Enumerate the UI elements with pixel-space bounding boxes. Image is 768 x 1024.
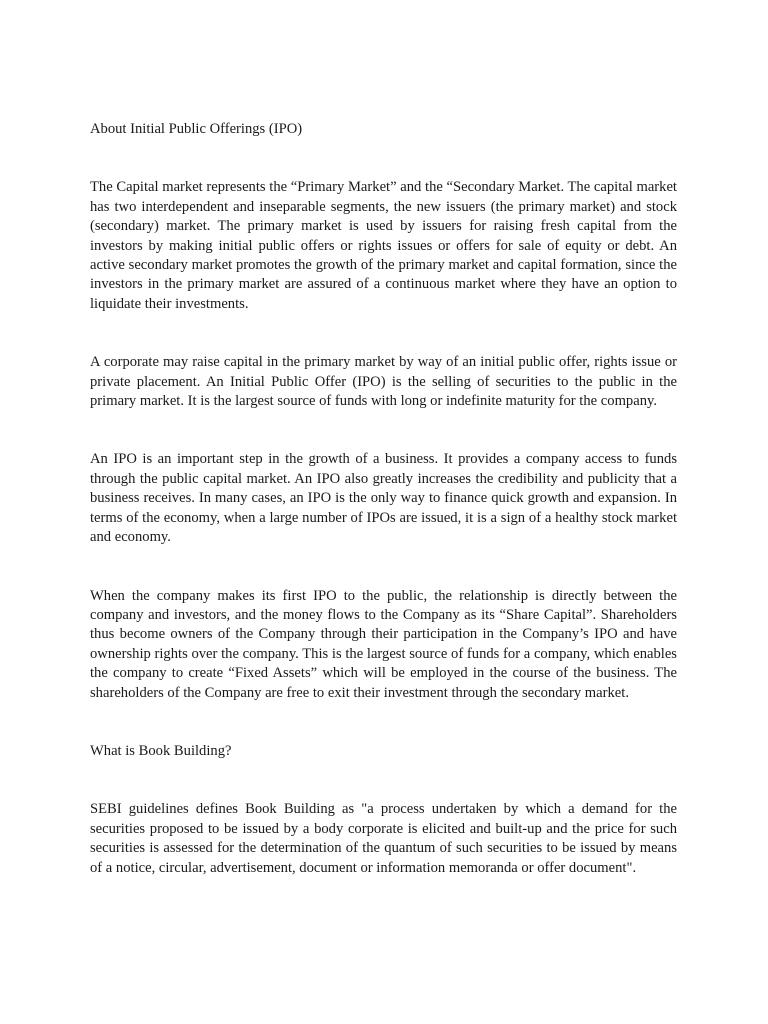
paragraph-first-ipo: When the company makes its first IPO to the public, the relationship is directly between the company and investors, and the money flows to the Company as its “Share Capital”. Shareholders thus become owners of the Company through their participation in the Company’s IPO and have ownership rights over the company. This is the largest source of funds for a company, which enables the company to create “Fixed Assets” which will be employed in the course of the business. The shareholders of the Company are free to exit their investment through the secondary market. xyxy=(90,587,677,701)
paragraph-sebi-guidelines: SEBI guidelines defines Book Building as "a process undertaken by which a demand for the securities proposed to be issued by a body corporate is elicited and built-up and the price for such securities is assessed for the determination of the quantum of such securities to be issued by means of a notice, circular, advertisement, document or information memoranda or offer document". xyxy=(90,801,677,876)
document-page xyxy=(90,120,677,878)
paragraph-corporate-capital: A corporate may raise capital in the primary market by way of an initial public offer, rights issue or private placement. An Initial Public Offer (IPO) is the selling of securities to the public in the primary market. It is the largest source of funds with long or indefinite maturity for the company. xyxy=(90,354,677,410)
paragraph-ipo-growth: An IPO is an important step in the growth of a business. It provides a company access to funds through the public capital market. An IPO also greatly increases the credibility and publicity that a business receives. In many cases, an IPO is the only way to finance quick growth and expansion. In terms of the economy, when a large number of IPOs are issued, it is a sign of a healthy stock market and economy. xyxy=(90,451,677,546)
section-heading-ipo: About Initial Public Offerings (IPO) xyxy=(90,121,303,137)
section-heading-book-building: What is Book Building? xyxy=(90,742,232,759)
paragraph-capital-market: The Capital market represents the “Primary Market” and the “Secondary Market. The capital market has two interdependent and inseparable segments, the new issuers (the primary market) and stock (secondary) market. The primary market is used by issuers for raising fresh capital from the investors by making initial public offers or rights issues or offers for sale of equity or debt. An active secondary market promotes the growth of the primary market and capital formation, since the investors in the primary market are assured of a continuous market where they have an option to liquidate their investments. xyxy=(90,179,677,312)
